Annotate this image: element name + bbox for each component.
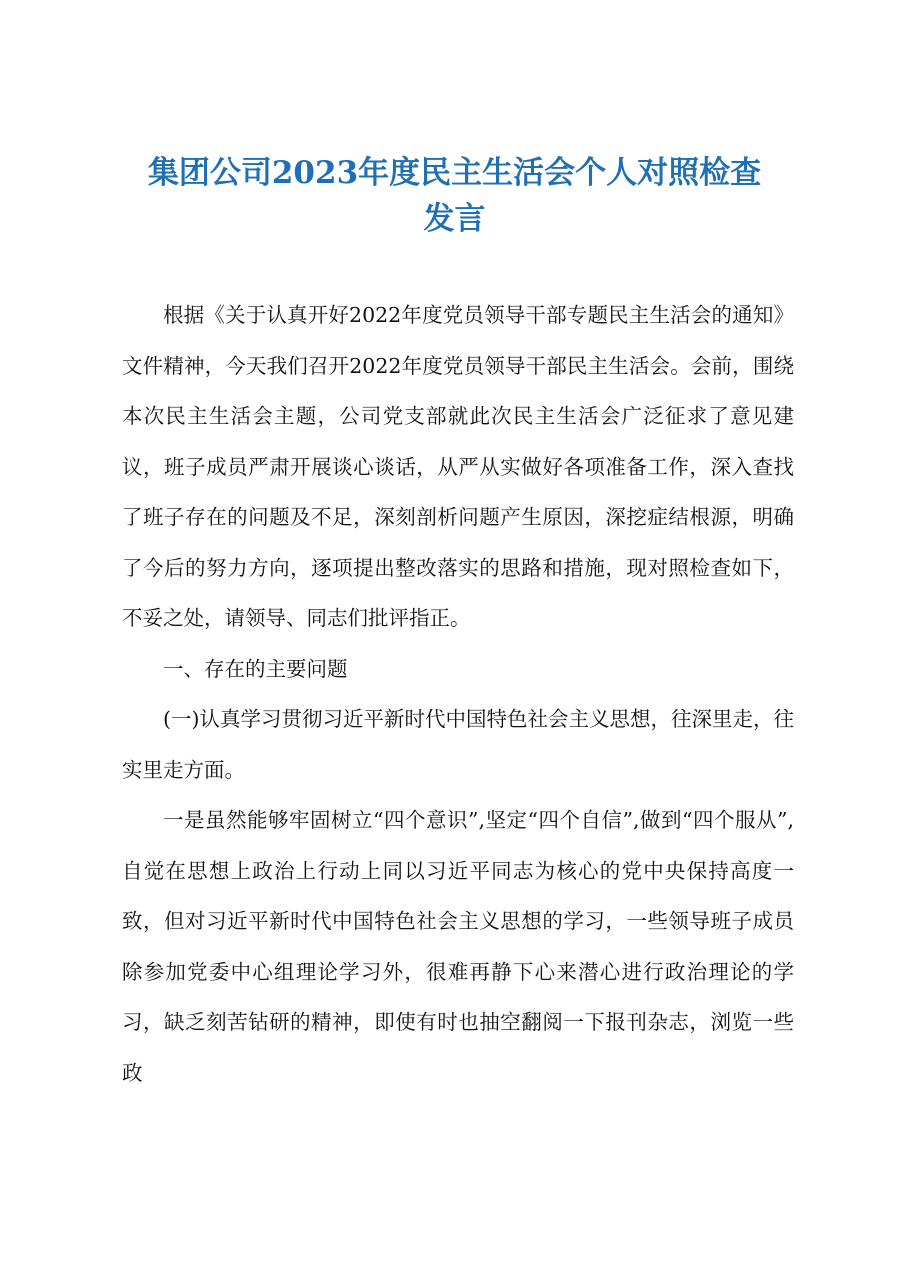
document-body — [122, 290, 794, 1098]
intro-paragraph: 根据《关于认真开好2022年度党员领导干部专题民主生活会的通知》文件精神，今天我们召开2022年度党员领导干部民主生活会。会前，围绕本次民主生活会主题，公司党支部就此次民主生活会广泛征求了意见建议，班子成员严肃开展谈心谈话，从严从实做好各项准备工作，深入查找了班子存在的问题及不足，深刻剖析问题产生原因，深挖症结根源，明确了今后的努力方向，逐项提出整改落实的思路和措施，现对照检查如下，不妥之处，请领导、同志们批评指正。 — [122, 303, 794, 630]
body-paragraph: 一是虽然能够牢固树立“四个意识”,坚定“四个自信”,做到“四个服从”,自觉在思想上政治上行动上同以习近平同志为核心的党中央保持高度一致，但对习近平新时代中国特色社会主义思想的学习，一些领导班子成员除参加党委中心组理论学习外，很难再静下心来潜心进行政治理论的学习，缺乏刻苦钻研的精神，即使有时也抽空翻阅一下报刊杂志，浏览一些政 — [122, 808, 794, 1085]
subsection-heading: (一)认真学习贯彻习近平新时代中国特色社会主义思想，往深里走，往实里走方面。 — [122, 707, 794, 782]
title-line-2: 发言 — [423, 201, 486, 237]
section-heading: 一、存在的主要问题 — [163, 656, 348, 681]
document-title — [100, 150, 809, 242]
title-line-1: 集团公司2023年度民主生活会个人对照检查 — [147, 155, 762, 191]
